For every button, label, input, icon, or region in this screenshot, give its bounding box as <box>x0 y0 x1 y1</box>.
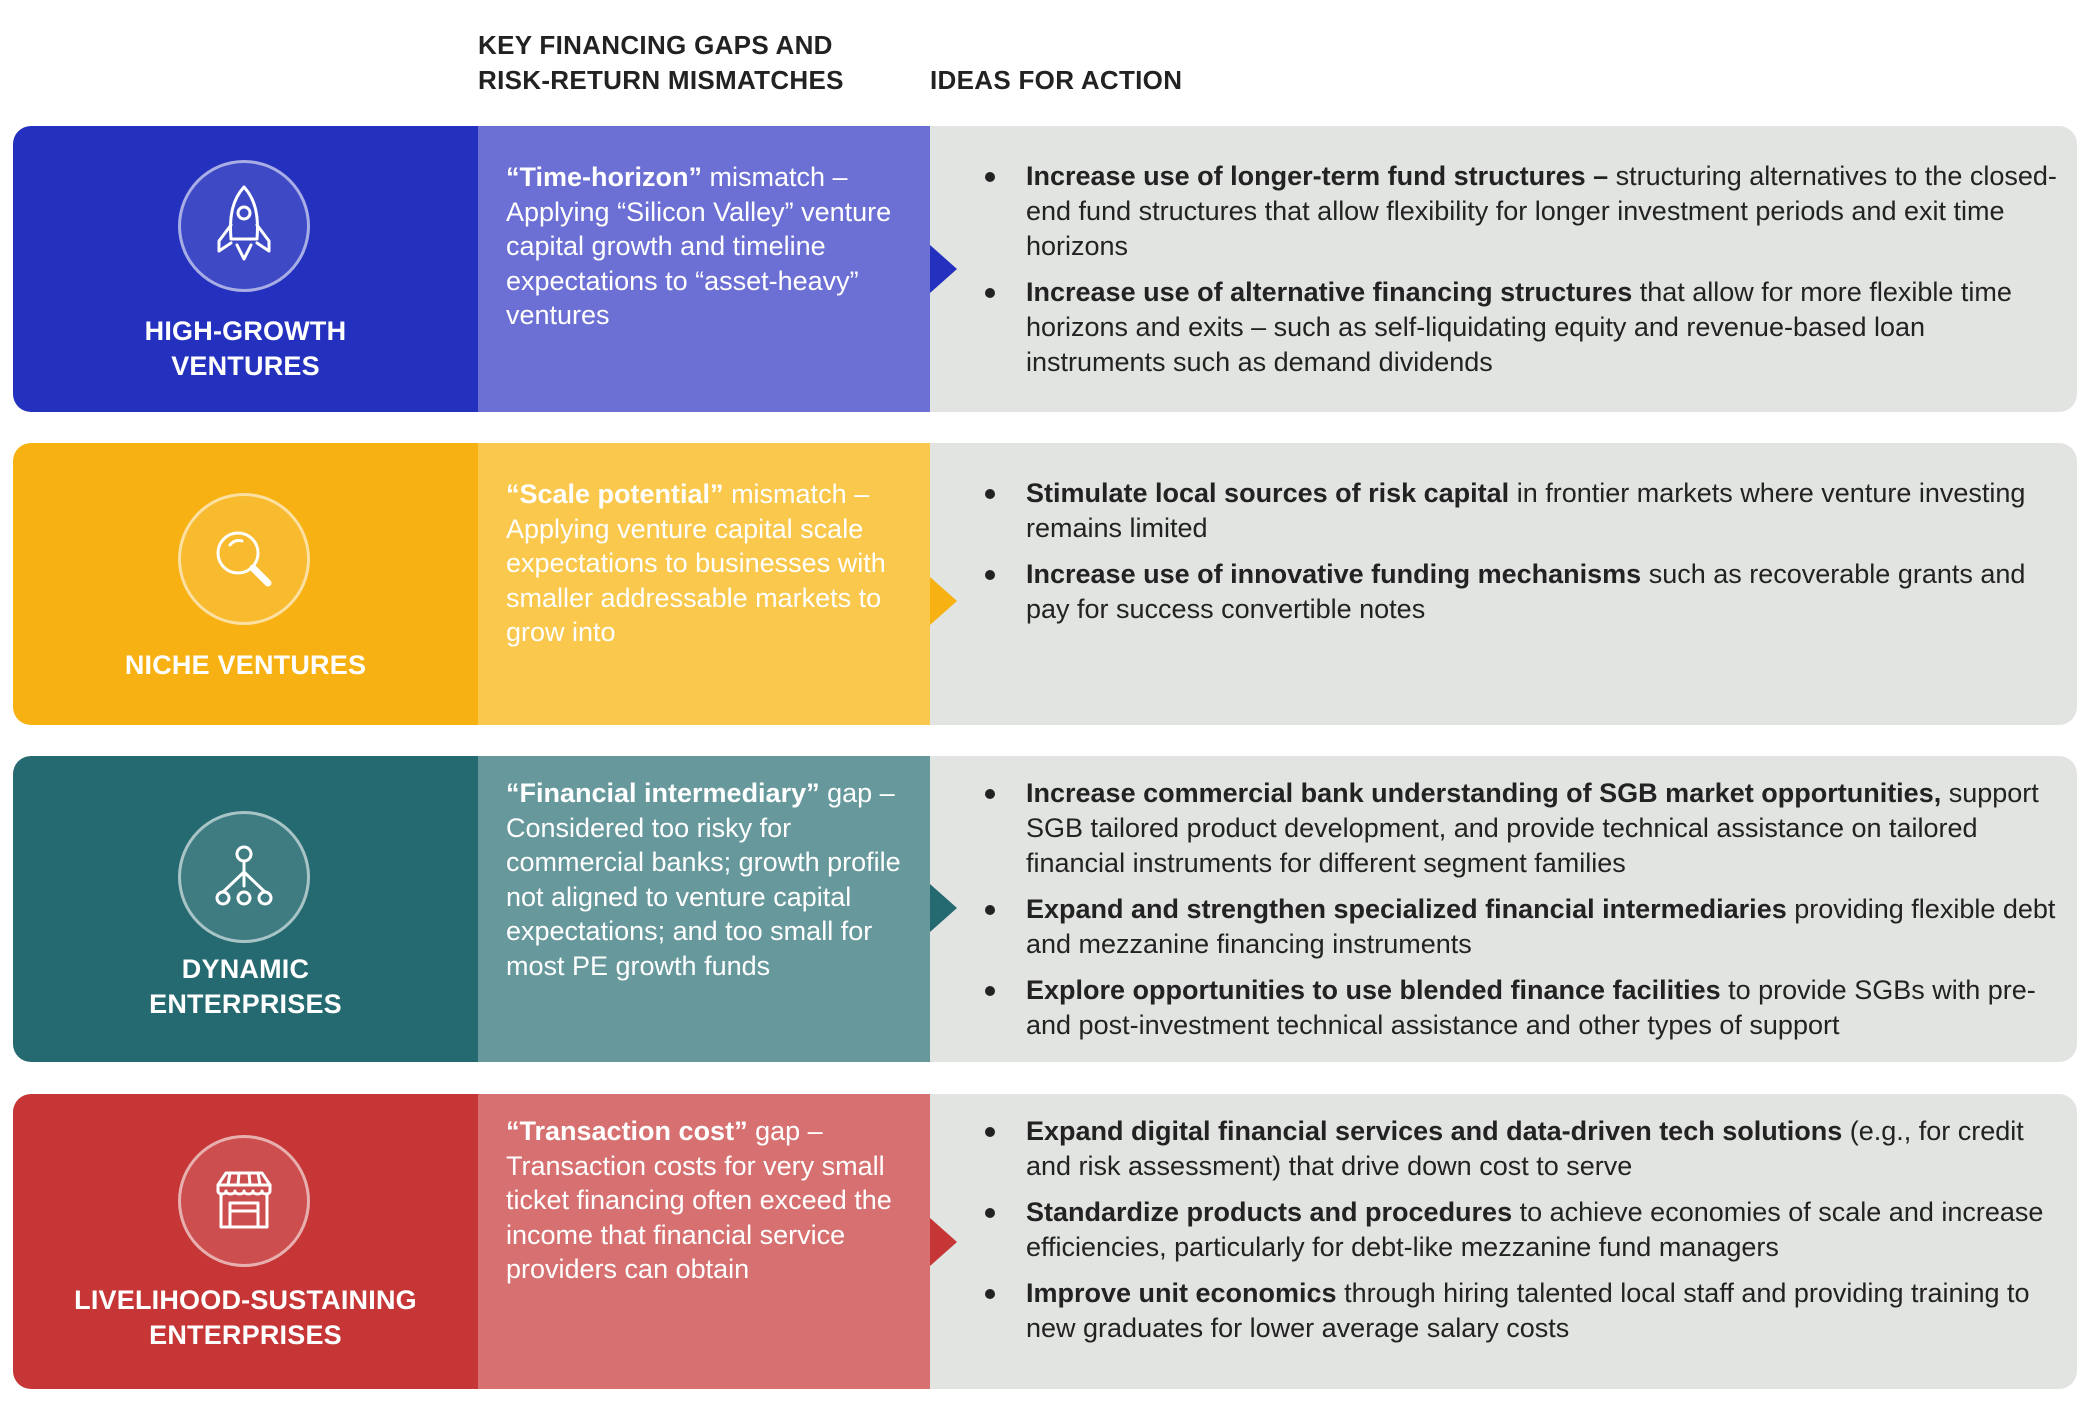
row-dynamic-enterprises <box>13 756 2077 1062</box>
idea-item <box>985 557 2057 627</box>
idea-lead: Increase use of longer-term fund structures – <box>1026 161 1609 191</box>
gap-detail: mismatch – Applying “Silicon Valley” venture capital growth and timeline expectations to “asset-heavy” ventures <box>506 162 892 330</box>
idea-detail: support SGB tailored product development, and provide technical assistance on tailored financial instruments for different segment families <box>1026 778 2039 878</box>
gap-detail: gap – Considered too risky for commercial banks; growth profile not aligned to venture capital expectations; and too small for most PE growth funds <box>506 778 901 981</box>
segment-panel <box>13 756 478 1062</box>
idea-detail: that allow for more flexible time horizons and exits – such as self-liquidating equity and revenue-based loan instruments such as demand dividends <box>1026 277 2012 377</box>
idea-detail: in frontier markets where venture investing remains limited <box>1026 478 2026 543</box>
gap-description <box>506 160 912 333</box>
idea-lead: Improve unit economics <box>1026 1278 1337 1308</box>
gap-panel <box>478 1094 930 1389</box>
idea-detail: to achieve economies of scale and increase efficiencies, particularly for debt-like mezzanine fund managers <box>1026 1197 2044 1262</box>
idea-item <box>985 973 2057 1043</box>
magnifier-icon <box>178 493 310 625</box>
gap-detail: gap – Transaction costs for very small ticket financing often exceed the income that financial service providers can obtain <box>506 1116 892 1284</box>
idea-item <box>985 159 2057 264</box>
arrow-right-icon <box>930 245 957 293</box>
gap-panel <box>478 126 930 412</box>
gap-type: “Transaction cost” <box>506 1116 748 1146</box>
idea-lead: Stimulate local sources of risk capital <box>1026 478 1510 508</box>
idea-item <box>985 275 2057 380</box>
gap-type: “Scale potential” <box>506 479 724 509</box>
idea-lead: Increase use of alternative financing structures <box>1026 277 1633 307</box>
gaps-header-line1: KEY FINANCING GAPS AND <box>478 30 833 60</box>
ideas-list <box>985 776 2057 1054</box>
idea-detail: through hiring talented local staff and providing training to new graduates for lower average salary costs <box>1026 1278 2030 1343</box>
ideas-list <box>985 159 2057 391</box>
segment-panel <box>13 1094 478 1389</box>
segment-panel <box>13 443 478 725</box>
arrow-right-icon <box>930 1218 957 1266</box>
row-livelihood-sustaining-enterprises <box>13 1094 2077 1389</box>
idea-lead: Standardize products and procedures <box>1026 1197 1513 1227</box>
idea-item <box>985 892 2057 962</box>
idea-lead: Expand digital financial services and data-driven tech solutions <box>1026 1116 1843 1146</box>
gaps-column-header <box>478 28 918 98</box>
segment-panel <box>13 126 478 412</box>
idea-item <box>985 1276 2057 1346</box>
segment-title <box>13 1283 478 1353</box>
idea-lead: Explore opportunities to use blended finance facilities <box>1026 975 1721 1005</box>
gap-detail: mismatch – Applying venture capital scale expectations to businesses with smaller addressable markets to grow into <box>506 479 886 647</box>
idea-detail: to provide SGBs with pre- and post-investment technical assistance and other types of support <box>1026 975 2036 1040</box>
segment-title-line2: ENTERPRISES <box>149 989 342 1019</box>
gap-type: “Financial intermediary” <box>506 778 820 808</box>
idea-detail: such as recoverable grants and pay for success convertible notes <box>1026 559 2026 624</box>
idea-detail: (e.g., for credit and risk assessment) that drive down cost to serve <box>1026 1116 2024 1181</box>
storefront-icon <box>178 1135 310 1267</box>
ideas-panel <box>930 1094 2077 1389</box>
ideas-list <box>985 476 2057 638</box>
segment-title-line2: VENTURES <box>171 351 320 381</box>
segment-title-line2: ENTERPRISES <box>149 1320 342 1350</box>
segment-title-line1: DYNAMIC <box>181 954 310 984</box>
segment-title-line1: LIVELIHOOD-SUSTAINING <box>74 1285 417 1315</box>
arrow-right-icon <box>930 577 957 625</box>
gaps-header-line2: RISK-RETURN MISMATCHES <box>478 65 844 95</box>
segment-title <box>13 648 478 683</box>
ideas-panel <box>930 756 2077 1062</box>
idea-detail: structuring alternatives to the closed-end fund structures that allow flexibility for longer investment periods and exit time horizons <box>1026 161 2057 261</box>
idea-item <box>985 1195 2057 1265</box>
idea-item <box>985 1114 2057 1184</box>
idea-item <box>985 476 2057 546</box>
ideas-list <box>985 1114 2057 1357</box>
gap-description <box>506 1114 912 1287</box>
arrow-right-icon <box>930 884 957 932</box>
ideas-column-header: IDEAS FOR ACTION <box>930 65 1183 95</box>
ideas-panel <box>930 126 2077 412</box>
segment-title <box>13 314 478 384</box>
gap-type: “Time-horizon” <box>506 162 703 192</box>
idea-lead: Expand and strengthen specialized financial intermediaries <box>1026 894 1787 924</box>
gap-description <box>506 477 912 650</box>
ideas-panel <box>930 443 2077 725</box>
idea-lead: Increase use of innovative funding mechanisms <box>1026 559 1642 589</box>
gap-panel <box>478 756 930 1062</box>
segment-title-line1: NICHE VENTURES <box>124 650 367 680</box>
row-high-growth-ventures <box>13 126 2077 412</box>
segment-title-line1: HIGH-GROWTH <box>144 316 347 346</box>
idea-item <box>985 776 2057 881</box>
segment-title <box>13 952 478 1022</box>
idea-detail: providing flexible debt and mezzanine financing instruments <box>1026 894 2056 959</box>
network-icon <box>178 811 310 943</box>
row-niche-ventures <box>13 443 2077 725</box>
gap-description <box>506 776 912 983</box>
gap-panel <box>478 443 930 725</box>
rocket-icon <box>178 160 310 292</box>
idea-lead: Increase commercial bank understanding of SGB market opportunities, <box>1026 778 1942 808</box>
